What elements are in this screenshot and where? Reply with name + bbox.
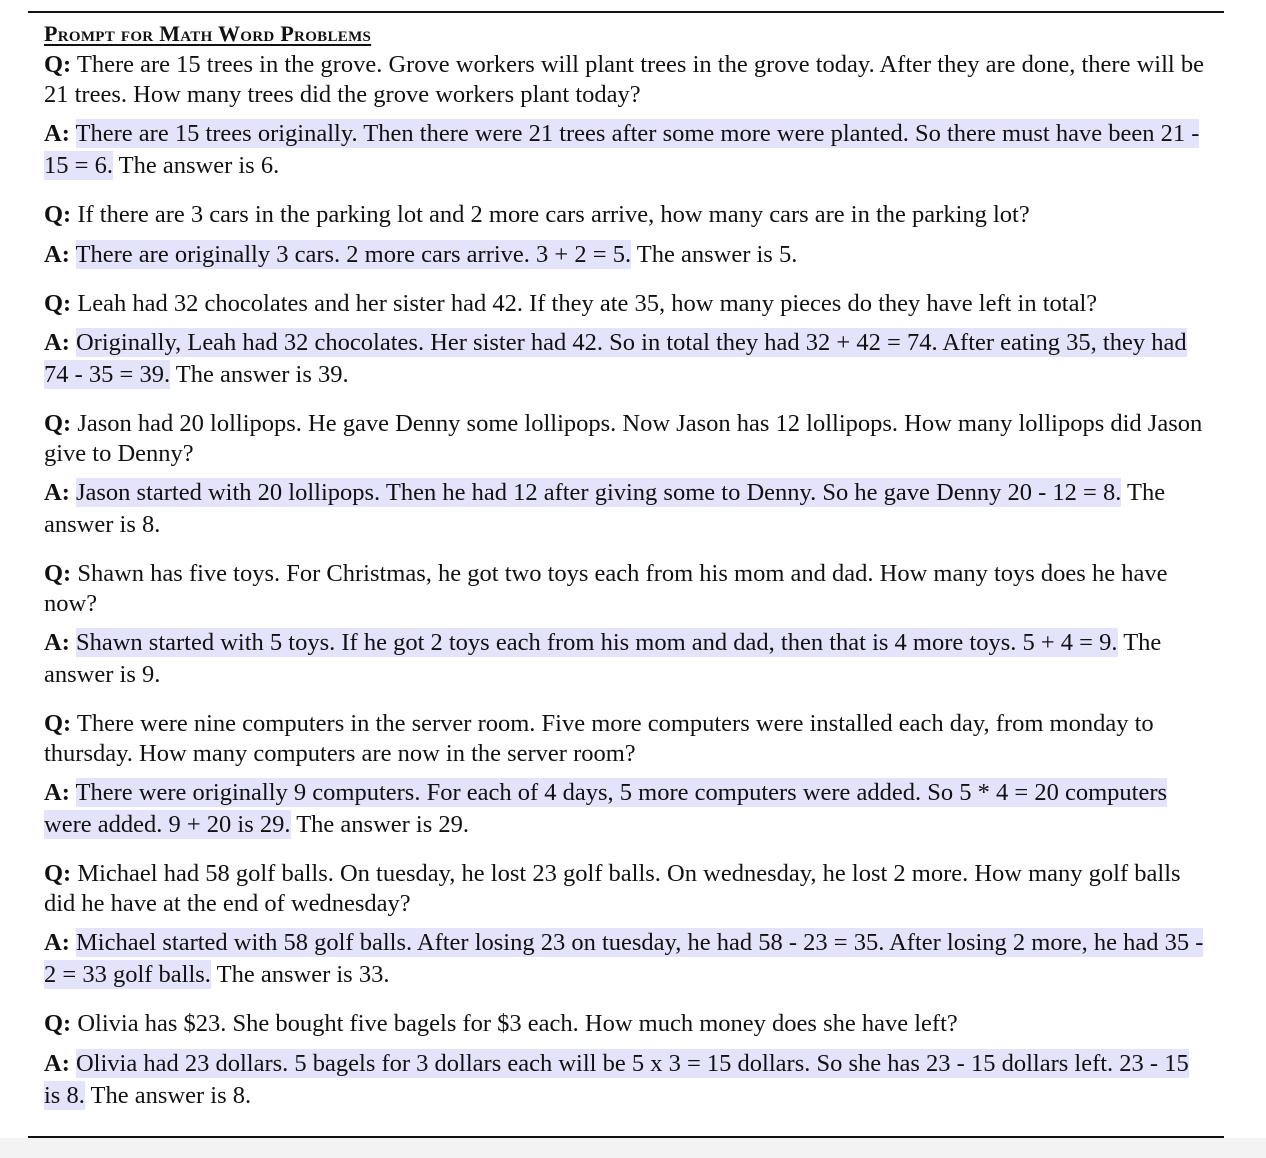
answer-final: The answer is 8.: [90, 1081, 252, 1109]
answer: [44, 927, 1210, 991]
answer-final: The answer is 29.: [296, 811, 470, 838]
question: [44, 559, 1210, 618]
question-label: Q:: [44, 201, 72, 228]
answer: [44, 777, 1210, 841]
question-label: Q:: [44, 51, 72, 78]
qa-list: [44, 50, 1210, 1112]
question-text: Shawn has five toys. For Christmas, he got two toys each from his mom and dad. How many toys does he have now?: [44, 560, 1168, 617]
question-label: Q:: [44, 860, 72, 887]
top-rule: [28, 11, 1224, 13]
question-label: Q:: [44, 710, 72, 737]
prompt-heading: Prompt for Math Word Problems: [44, 21, 372, 46]
question-label: Q:: [44, 410, 72, 437]
prompt-box: [44, 18, 1210, 1112]
question: [44, 200, 1210, 230]
answer-label: A:: [44, 329, 70, 356]
answer-label: A:: [44, 929, 70, 956]
question: [44, 859, 1210, 918]
question-text: If there are 3 cars in the parking lot and 2 more cars arrive, how many cars are in the parking lot?: [77, 201, 1030, 228]
answer-reasoning-highlight: Jason started with 20 lollipops. Then he had 12 after giving some to Denny. So he gave Denny 20 - 12 = 8.: [75, 479, 1122, 506]
question-label: Q:: [44, 1010, 72, 1037]
prompt-heading-wrap: [44, 18, 1210, 50]
answer-label: A:: [44, 1049, 70, 1077]
answer-label: A:: [44, 479, 70, 506]
question-text: Olivia has $23. She bought five bagels for $3 each. How much money does she have left?: [77, 1010, 958, 1037]
answer: [44, 627, 1210, 691]
question-label: Q:: [44, 289, 72, 317]
question-label: Q:: [44, 560, 72, 587]
answer-reasoning-highlight: There were originally 9 computers. For each of 4 days, 5 more computers were added. So 5 * 4 = 20 computers were added. 9 + 20 is 29.: [44, 779, 1168, 838]
answer-final: The answer is 39.: [175, 361, 349, 388]
answer: [44, 239, 1210, 271]
answer-final: The answer is 6.: [118, 152, 280, 179]
question-text: Michael had 58 golf balls. On tuesday, he lost 23 golf balls. On wednesday, he lost 2 more. How many golf balls did he have at the end of wednesday?: [44, 860, 1181, 917]
answer-reasoning-highlight: Olivia had 23 dollars. 5 bagels for 3 dollars each will be 5 x 3 = 15 dollars. So she has 23 - 15 dollars left. 23 - 15 is 8.: [44, 1049, 1189, 1109]
answer: [44, 1048, 1210, 1112]
question-text: Jason had 20 lollipops. He gave Denny some lollipops. Now Jason has 12 lollipops. How many lollipops did Jason give to Denny?: [44, 410, 1203, 467]
question-text: There are 15 trees in the grove. Grove workers will plant trees in the grove today. After they are done, there will be 21 trees. How many trees did the grove workers plant today?: [44, 51, 1204, 108]
answer-reasoning-highlight: Michael started with 58 golf balls. After losing 23 on tuesday, he had 58 - 23 = 35. After losing 2 more, he had 35 - 2 = 33 golf balls.: [44, 929, 1204, 988]
answer-final: The answer is 5.: [636, 240, 798, 268]
answer: [44, 118, 1210, 182]
answer-final: The answer is 8.: [44, 479, 1166, 538]
answer-reasoning-highlight: Shawn started with 5 toys. If he got 2 toys each from his mom and dad, then that is 4 more toys. 5 + 4 = 9.: [75, 629, 1118, 656]
answer-final: The answer is 33.: [216, 961, 390, 988]
question: [44, 289, 1210, 319]
answer-label: A:: [44, 120, 70, 147]
answer-reasoning-highlight: Originally, Leah had 32 chocolates. Her sister had 42. So in total they had 32 + 42 = 74. After eating 35, they had 74 - 35 = 39.: [44, 329, 1187, 388]
question: [44, 409, 1210, 468]
answer-reasoning-highlight: There are 15 trees originally. Then there were 21 trees after some more were planted. So there must have been 21 - 15 = 6.: [44, 120, 1200, 179]
answer: [44, 327, 1210, 391]
answer-label: A:: [44, 629, 70, 656]
question-text: Leah had 32 chocolates and her sister had 42. If they ate 35, how many pieces do they have left in total?: [77, 289, 1098, 317]
answer-final: The answer is 9.: [44, 629, 1162, 688]
answer-label: A:: [44, 240, 70, 268]
question: [44, 50, 1210, 109]
question: [44, 709, 1210, 768]
question: [44, 1009, 1210, 1039]
answer: [44, 477, 1210, 541]
bottom-shade: [0, 1138, 1266, 1158]
question-text: There were nine computers in the server room. Five more computers were installed each day, from monday to thursday. How many computers are now in the server room?: [44, 710, 1154, 767]
answer-reasoning-highlight: There are originally 3 cars. 2 more cars arrive. 3 + 2 = 5.: [75, 240, 632, 268]
answer-label: A:: [44, 779, 70, 806]
